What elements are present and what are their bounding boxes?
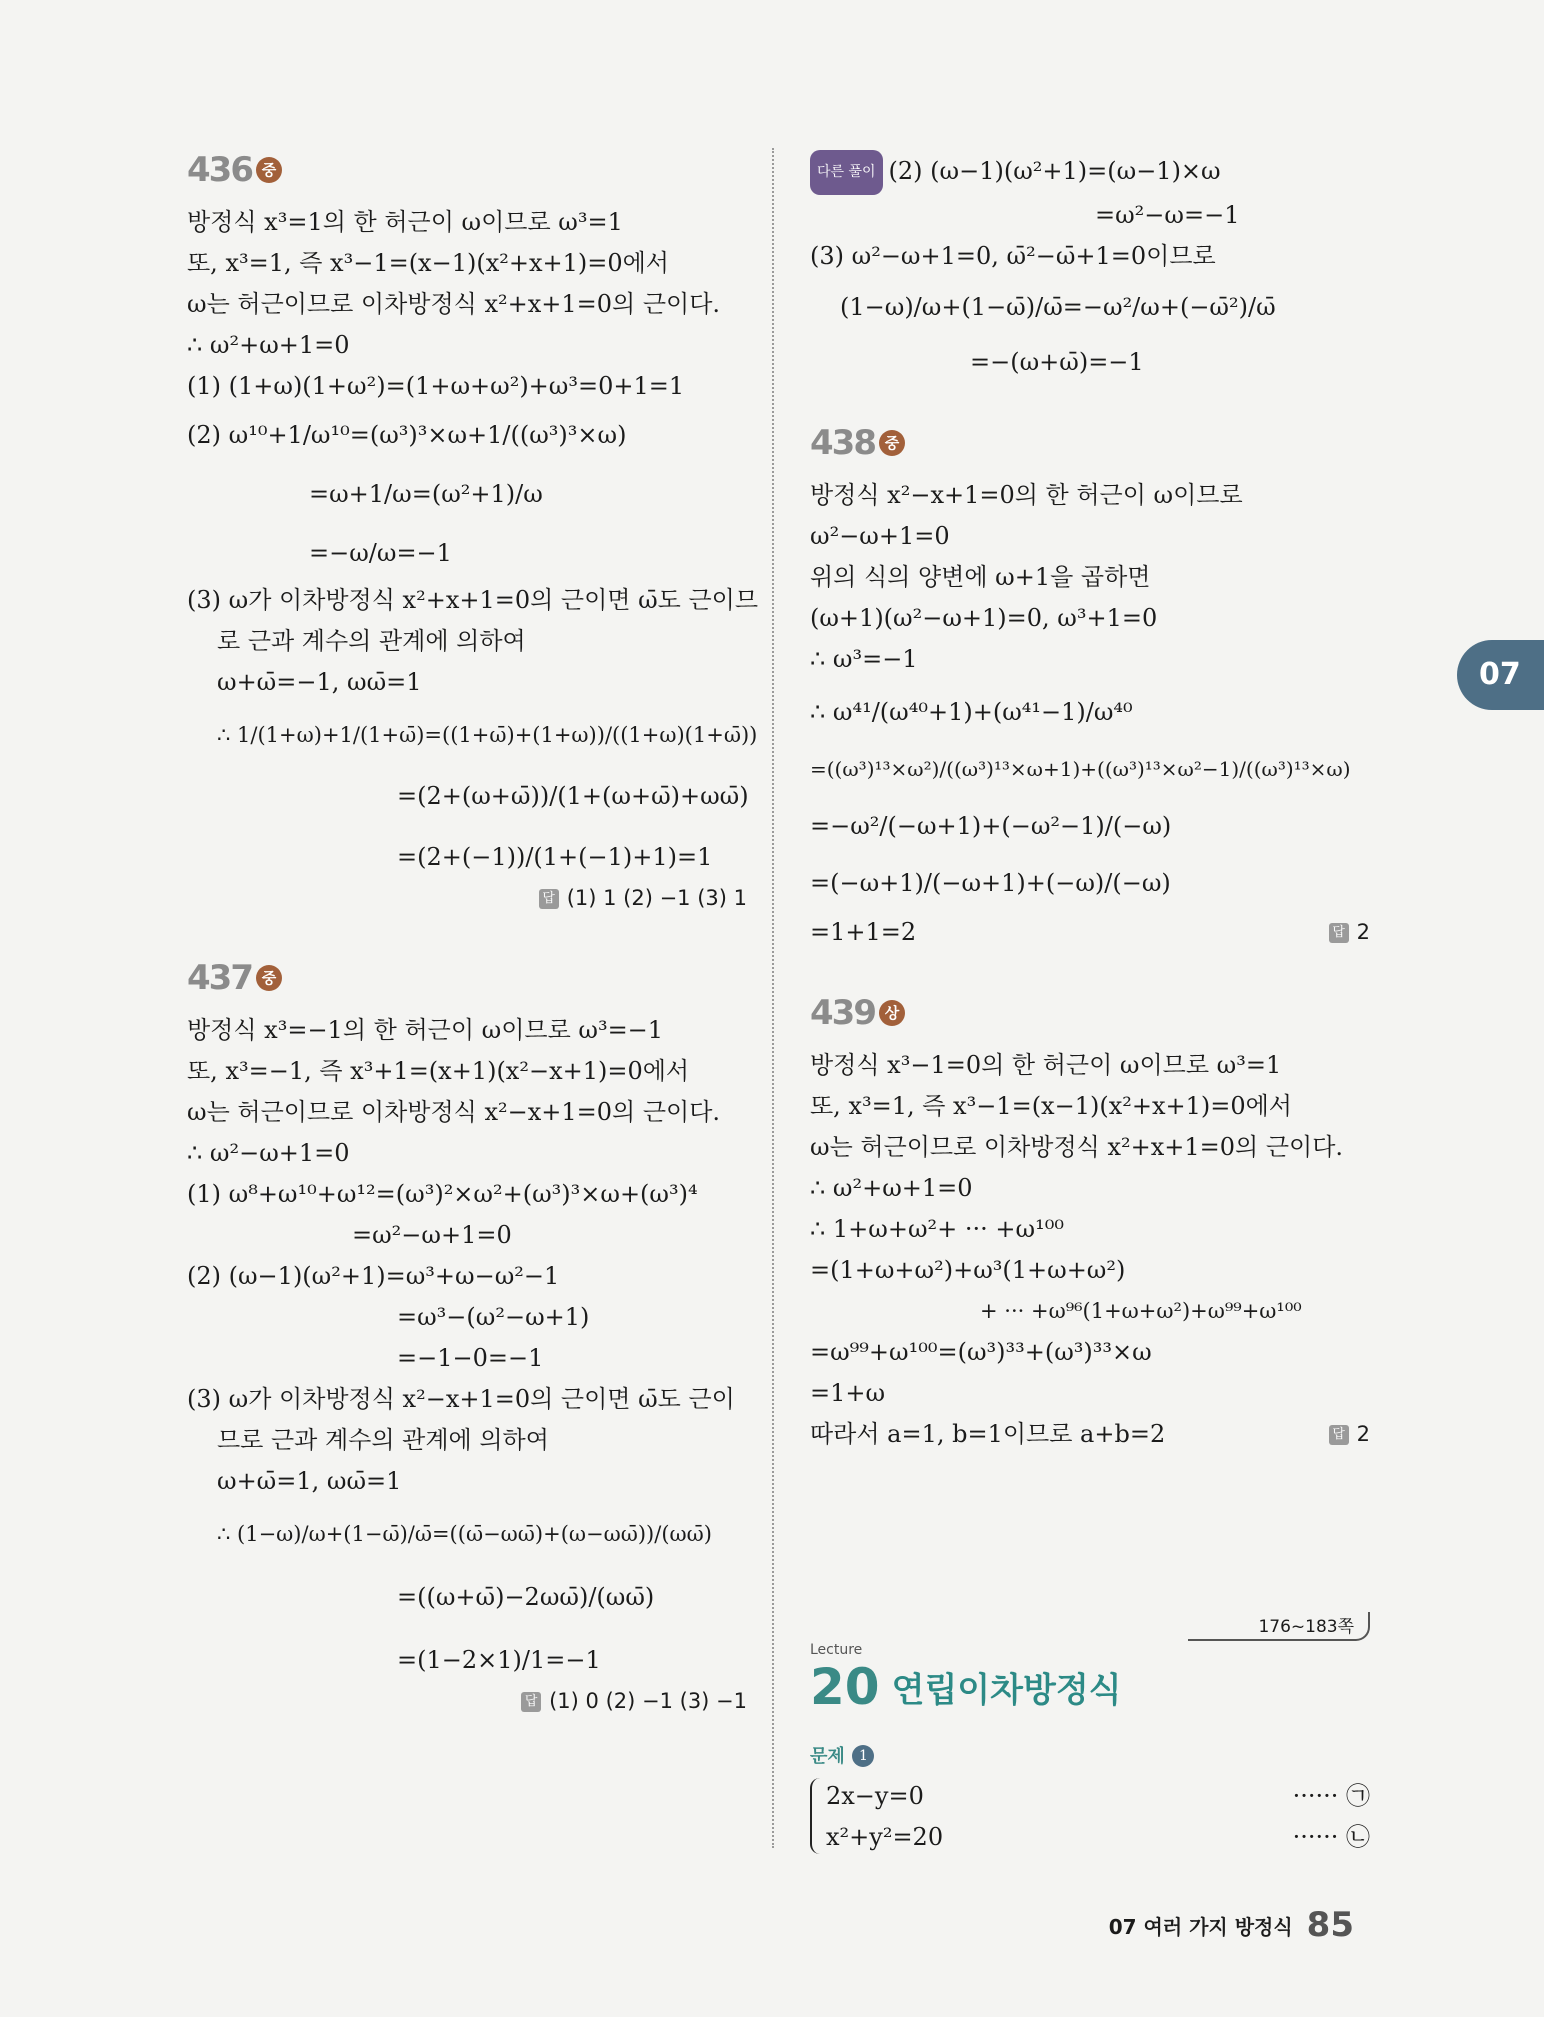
- page-number: 85: [1306, 1905, 1354, 1945]
- solution-line: ∴ ω⁴¹/(ω⁴⁰+1)+(ω⁴¹−1)/ω⁴⁰: [810, 698, 1133, 726]
- solution-line: 위의 식의 양변에 ω+1을 곱하면: [810, 563, 1151, 591]
- solution-line: =((ω³)¹³×ω²)/((ω³)¹³×ω+1)+((ω³)¹³×ω²−1)/((ω³)¹³×ω): [810, 757, 1351, 781]
- solution-line: 방정식 x³−1=0의 한 허근이 ω이므로 ω³=1: [810, 1051, 1282, 1079]
- solution-line: =1+1=2 답 2: [810, 912, 1370, 953]
- equation-ref: ······ ㉠: [1292, 1782, 1370, 1810]
- equation-system: [810, 1776, 1370, 1858]
- lecture-number: 20: [810, 1658, 880, 1716]
- problem-number: 438: [810, 423, 875, 463]
- solution-line: 로 근과 계수의 관계에 의하여: [217, 627, 526, 655]
- solution-line: =−(ω+ω̄)=−1: [970, 348, 1144, 376]
- solution-line: 므로 근과 계수의 관계에 의하여: [217, 1426, 549, 1454]
- level-badge: 중: [256, 157, 282, 183]
- solution-line: =((ω+ω̄)−2ωω̄)/(ωω̄): [397, 1583, 655, 1611]
- solution-line: =(1+ω+ω²)+ω³(1+ω+ω²): [810, 1256, 1126, 1284]
- problem-439-header: [810, 993, 1370, 1045]
- solution-line: ∴ ω²−ω+1=0: [187, 1139, 350, 1167]
- solution-line: ∴ 1/(1+ω)+1/(1+ω̄)=((1+ω̄)+(1+ω))/((1+ω)(1+ω̄)): [217, 723, 758, 747]
- solution-line: =(−ω+1)/(−ω+1)+(−ω)/(−ω): [810, 869, 1171, 897]
- solution-line: ∴ ω²+ω+1=0: [187, 331, 350, 359]
- equation-1: 2x−y=0 ······ ㉠: [826, 1776, 1370, 1817]
- solution-line: =(2+(ω+ω̄))/(1+(ω+ω̄)+ωω̄): [397, 782, 749, 810]
- solution-line: 또, x³=−1, 즉 x³+1=(x+1)(x²−x+1)=0에서: [187, 1057, 690, 1085]
- solution-line: (ω+1)(ω²−ω+1)=0, ω³+1=0: [810, 604, 1158, 632]
- answer-436: 답 (1) 1 (2) −1 (3) 1: [187, 878, 747, 918]
- problem-number: 437: [187, 958, 252, 998]
- problem-number: 439: [810, 993, 875, 1033]
- problem-number: 436: [187, 150, 252, 190]
- solution-line: ω는 허근이므로 이차방정식 x²−x+1=0의 근이다.: [187, 1098, 721, 1126]
- brace-icon: [810, 1778, 822, 1854]
- problem-label: 문제: [810, 1746, 845, 1767]
- solution-line: (3) ω가 이차방정식 x²+x+1=0의 근이면 ω̄도 근이므: [187, 586, 759, 614]
- left-column: [187, 150, 759, 1721]
- solution-line: (1−ω)/ω+(1−ω̄)/ω̄=−ω²/ω+(−ω̄²)/ω̄: [840, 293, 1276, 321]
- column-divider: [772, 148, 774, 1848]
- solution-line: (2) (ω−1)(ω²+1)=ω³+ω−ω²−1: [187, 1262, 560, 1290]
- alt-solution-badge: 다른 풀이: [810, 150, 883, 195]
- problem-438-header: [810, 423, 1370, 475]
- page-footer: [1109, 1905, 1354, 1945]
- solution-line: 또, x³=1, 즉 x³−1=(x−1)(x²+x+1)=0에서: [187, 249, 669, 277]
- right-column: [810, 150, 1370, 1455]
- solution-line: ω²−ω+1=0: [810, 522, 950, 550]
- answer-label: 답: [521, 1692, 541, 1712]
- problem-436-header: [187, 150, 747, 202]
- solution-line: ω는 허근이므로 이차방정식 x²+x+1=0의 근이다.: [187, 290, 721, 318]
- lecture-title: 연립이차방정식: [891, 1670, 1122, 1711]
- answer-label: 답: [1329, 1425, 1349, 1445]
- level-badge: 중: [879, 430, 905, 456]
- solution-line: 방정식 x³=−1의 한 허근이 ω이므로 ω³=−1: [187, 1016, 664, 1044]
- solution-line: 방정식 x³=1의 한 허근이 ω이므로 ω³=1: [187, 208, 623, 236]
- chapter-tab: 07: [1457, 640, 1544, 710]
- level-badge: 상: [879, 1000, 905, 1026]
- alt-solution-line: 다른 풀이 (2) (ω−1)(ω²+1)=(ω−1)×ω: [810, 150, 1370, 195]
- lecture-label: Lecture: [810, 1642, 863, 1658]
- level-badge: 중: [256, 965, 282, 991]
- solution-line: =ω²−ω=−1: [1095, 201, 1240, 229]
- solution-line: + ··· +ω⁹⁶(1+ω+ω²)+ω⁹⁹+ω¹⁰⁰: [980, 1299, 1302, 1323]
- solution-line: =−ω²/(−ω+1)+(−ω²−1)/(−ω): [810, 812, 1172, 840]
- solution-line: ω는 허근이므로 이차방정식 x²+x+1=0의 근이다.: [810, 1133, 1344, 1161]
- solution-line: ω+ω̄=−1, ωω̄=1: [217, 668, 422, 696]
- solution-line: ∴ ω²+ω+1=0: [810, 1174, 973, 1202]
- solution-line: (1) (1+ω)(1+ω²)=(1+ω+ω²)+ω³=0+1=1: [187, 372, 685, 400]
- solution-line: (3) ω가 이차방정식 x²−x+1=0의 근이면 ω̄도 근이: [187, 1385, 735, 1413]
- problem-label-row: [810, 1740, 1370, 1768]
- solution-line: =−1−0=−1: [397, 1344, 544, 1372]
- solution-line: (1) ω⁸+ω¹⁰+ω¹²=(ω³)²×ω²+(ω³)³×ω+(ω³)⁴: [187, 1180, 698, 1208]
- solution-line: =1+ω: [810, 1379, 886, 1407]
- solution-line: =−ω/ω=−1: [309, 539, 452, 567]
- solution-line: ∴ ω³=−1: [810, 645, 918, 673]
- equation-ref: ······ ㉡: [1292, 1823, 1370, 1851]
- lecture-section: [810, 1612, 1370, 1858]
- solution-line: 또, x³=1, 즉 x³−1=(x−1)(x²+x+1)=0에서: [810, 1092, 1292, 1120]
- solution-line: 방정식 x²−x+1=0의 한 허근이 ω이므로: [810, 481, 1243, 509]
- problem-437-header: [187, 958, 747, 1010]
- solution-line: (3) ω²−ω+1=0, ω̄²−ω̄+1=0이므로: [810, 242, 1216, 270]
- answer-437: 답 (1) 0 (2) −1 (3) −1: [187, 1681, 747, 1721]
- solution-line: =(1−2×1)/1=−1: [397, 1646, 601, 1674]
- solution-line: =ω²−ω+1=0: [352, 1221, 512, 1249]
- answer-438: 답 2: [1329, 912, 1370, 952]
- equation-2: x²+y²=20 ······ ㉡: [826, 1817, 1370, 1858]
- solution-line: =ω+1/ω=(ω²+1)/ω: [309, 480, 543, 508]
- solution-line: ∴ 1+ω+ω²+ ··· +ω¹⁰⁰: [810, 1215, 1064, 1243]
- solution-line: =ω³−(ω²−ω+1): [397, 1303, 590, 1331]
- lecture-heading: [810, 1658, 1370, 1716]
- answer-label: 답: [1329, 923, 1349, 943]
- solution-line: ω+ω̄=1, ωω̄=1: [217, 1467, 402, 1495]
- solution-line: (2) ω¹⁰+1/ω¹⁰=(ω³)³×ω+1/((ω³)³×ω): [187, 421, 627, 449]
- solution-line: =(2+(−1))/(1+(−1)+1)=1: [397, 843, 713, 871]
- answer-label: 답: [539, 889, 559, 909]
- chapter-title: 07 여러 가지 방정식: [1108, 1914, 1293, 1939]
- solution-line: ∴ (1−ω)/ω+(1−ω̄)/ω̄=((ω̄−ωω̄)+(ω−ωω̄))/(ωω̄): [217, 1522, 712, 1546]
- solution-line: 따라서 a=1, b=1이므로 a+b=2 답 2: [810, 1414, 1370, 1455]
- solution-line: =ω⁹⁹+ω¹⁰⁰=(ω³)³³+(ω³)³³×ω: [810, 1338, 1152, 1366]
- problem-number-badge: 1: [852, 1745, 874, 1767]
- answer-439: 답 2: [1329, 1414, 1370, 1454]
- lecture-pages: 176~183쪽: [1188, 1612, 1370, 1641]
